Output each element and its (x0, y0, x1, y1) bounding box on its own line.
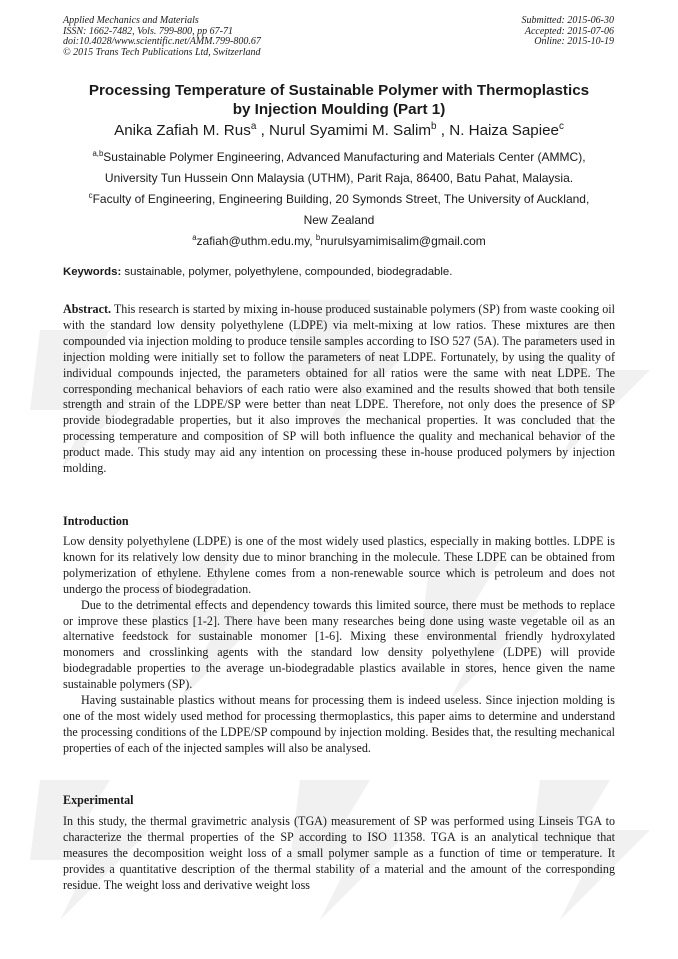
online-date: Online: 2015-10-19 (534, 36, 614, 48)
affiliation-sup: a,b (92, 149, 104, 158)
author-sup: c (558, 120, 564, 132)
keywords-text: sustainable, polymer, polyethylene, compounded, biodegradable. (124, 266, 453, 278)
abstract-text: This research is started by mixing in-house produced sustainable polymers (SP) from waste cooking oil with the standard low density polyethylene (LDPE) via melt-mixing at low ratios. These mixtures are then compounded via injection molding to produce tensile samples according to ISO 527 (5A). The parameters used in injection molding were initially set to follow the parameters of neat LDPE. Fortunately, by using the quality of individual compounds injected, the parameters obtained for all ratios were the same with neat LDPE. The corresponding mechanical behaviors of each ratio were also examined and the results showed that both tensile strength and strain of the LDPE/SP were better than neat LDPE. Therefore, not only does the presence of SP provide biodegradable properties, but it also improves the mechanical properties. It was concluded that the processing temperature and composition of SP will both influence the quality and mechanical behavior of the product made. This study may aid any intention on processing these in-house produced polymers by injection molding. (63, 302, 615, 476)
introduction-heading: Introduction (63, 514, 129, 528)
affiliation-ab-line-1: $^{a,b}$Sustainable Polymer Engineering, Advanced Manufacturing and Materials Center (AMMC), (92, 149, 586, 164)
author-name: N. Haiza Sapiee (449, 122, 559, 139)
submitted-date: Submitted: 2015-06-30 (521, 15, 614, 26)
affiliation-ab (40, 147, 638, 189)
email-b[interactable]: nurulsyamimisalim@gmail.com (320, 234, 486, 248)
paper-title (50, 81, 628, 119)
author-separator: , (260, 122, 270, 139)
copyright-line: © 2015 Trans Tech Publications Ltd, Switzerland (63, 46, 261, 58)
introduction-body (63, 534, 615, 757)
author-name: Nurul Syamimi M. Salim (269, 122, 432, 139)
affiliation-c-line-2: New Zealand (303, 213, 375, 227)
email-sup: b (315, 233, 321, 242)
accepted-date: Accepted: 2015-07-06 (524, 25, 614, 37)
title-line-2: by Injection Moulding (Part 1) (232, 101, 446, 118)
experimental-heading: Experimental (63, 793, 134, 807)
experimental-paragraph-1: In this study, the thermal gravimetric analysis (TGA) measurement of SP was performed using Linseis TGA to characterize the thermal properties of the SP according to ISO 11358. TGA is an analytical technique that measures the decomposition weight loss of a small polymer sample as a function of time or temperature. It provides a quantitative description of the thermal stability of a material and the amount of the corresponding residue. The weight loss and derivative weight loss (63, 814, 615, 892)
introduction-paragraph-2: Due to the detrimental effects and dependency towards this limited source, there must be methods to replace or improve these plastics [1-2]. There have been many researches being done using waste vegetable oil as an alternative feedstock for sustainable monomer [1-6]. Mixing these environmental friendly hydroxylated monomers and crosslinking agents with the standard low density polyethylene (LDPE) will provide biodegradable properties to the average un-biodegradable plastics available in stores, hence given the name sustainable polymers (SP). (63, 597, 615, 692)
author-emails (40, 231, 638, 252)
author-sup: b (431, 120, 437, 132)
introduction-paragraph-1: Low density polyethylene (LDPE) is one of the most widely used plastics, especially in making bottles. LDPE is known for its relatively low density due to minor branching in the molecule. These LDPE can be obtained from polymerization of ethylene. Ethylene comes from a non-renewable source which is petroleum and does not undergo the process of biodegradation. (63, 534, 615, 596)
abstract-label: Abstract. (63, 302, 112, 316)
affiliation-c-line-1: $^c$Faculty of Engineering, Engineering Building, 20 Symonds Street, The University of Auckland, (88, 191, 590, 206)
affiliation-ab-line-2: University Tun Hussein Onn Malaysia (UTHM), Parit Raja, 86400, Batu Pahat, Malaysia. (104, 171, 574, 185)
title-line-1: Processing Temperature of Sustainable Polymer with Thermoplastics (88, 82, 590, 99)
email-a[interactable]: zafiah@uthm.edu.my, (196, 234, 313, 248)
publication-info (63, 16, 261, 58)
affiliation-c (40, 189, 638, 231)
author-name: Anika Zafiah M. Rus (114, 122, 251, 139)
author-list (40, 121, 638, 141)
keywords (63, 266, 452, 278)
author-sup: a (250, 120, 257, 132)
affiliation-sup: c (88, 191, 93, 200)
journal-name: Applied Mechanics and Materials (63, 15, 199, 26)
abstract (63, 302, 615, 477)
email-sup: a (192, 233, 197, 242)
doi-line[interactable]: doi:10.4028/www.scientific.net/AMM.799-800.67 (63, 36, 261, 48)
introduction-paragraph-3: Having sustainable plastics without means for processing them is indeed useless. Since injection molding is one of the most widely used method for processing thermoplastics, this paper aims to determine and understand the processing conditions of the LDPE/SP compound by injection molding. Besides that, the resulting mechanical properties of each of the injected samples will also be analysed. (63, 693, 615, 755)
author-separator: , (440, 122, 450, 139)
keywords-label: Keywords: (63, 266, 122, 278)
publication-dates (522, 16, 615, 48)
issn-line: ISSN: 1662-7482, Vols. 799-800, pp 67-71 (63, 25, 233, 37)
experimental-body (63, 814, 615, 894)
